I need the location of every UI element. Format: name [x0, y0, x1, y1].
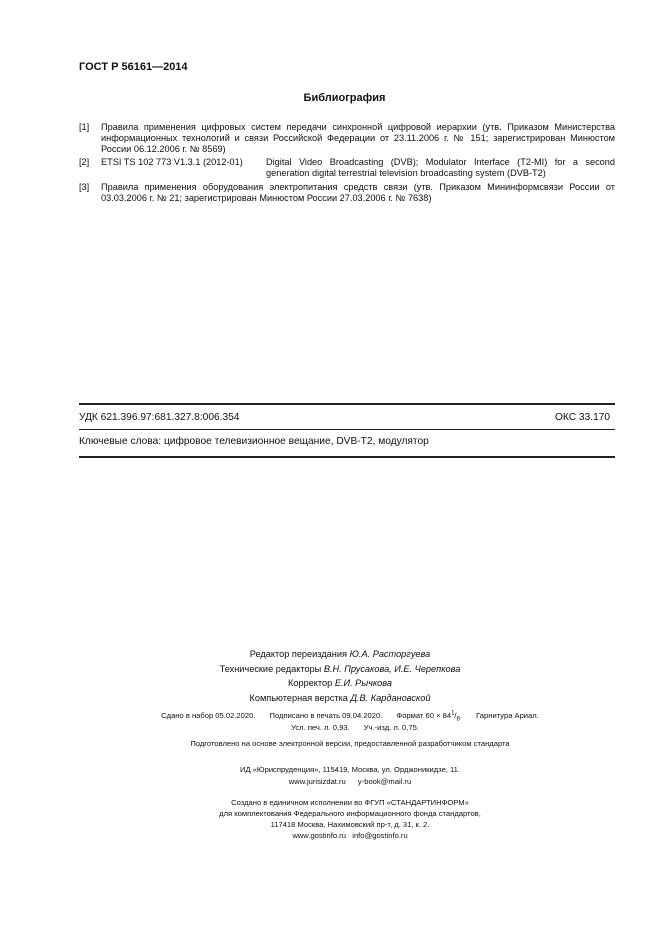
- bibliography-item-number: [3]: [79, 182, 90, 192]
- made-site: www.gostinfo.ru: [292, 831, 346, 840]
- prepared-note: Подготовлено на основе электронной версии, предоставленной разработчиком стандарта: [190, 739, 510, 748]
- divider-top: [79, 403, 615, 405]
- publisher-email: y-book@mail.ru: [357, 776, 412, 786]
- bibliography-item-text: Правила применения цифровых систем передачи синхронной цифровой иерархии (утв. Приказом Министерства информационных технологий и связи Российской Федерации от 23.11.2006 г. № 151; зарегистрирован Минюстом России 06.12.2006 г. № 8569): [101, 122, 615, 155]
- paper-format: Формат $60 \times 84^1/_8$.: [396, 710, 462, 723]
- bibliography-title: Библиография: [303, 92, 386, 104]
- bibliography-item-2: [79, 157, 615, 179]
- submitted-date: Сдано в набор 05.02.2020.: [161, 710, 256, 720]
- typeface: Гарнитура Ариал.: [476, 710, 539, 720]
- credit-tech-editors: Технические редакторы В.Н. Прусакова, И.Е. Черепкова: [219, 663, 461, 674]
- keywords: Ключевые слова: цифровое телевизионное вещание, DVB-T2, модулятор: [79, 436, 429, 447]
- credit-editor: Редактор переиздания Ю.А. Расторгуева: [249, 649, 431, 659]
- bibliography-item-1: [79, 122, 615, 156]
- made-block: [150, 797, 550, 841]
- publisher-address: ИД «Юриспруденция», 115419, Москва, ул. Орджоникидзе, 11.: [239, 765, 461, 774]
- printing-info-line1: [100, 710, 600, 722]
- made-line1: Создано в единичном исполнении во ФГУП «СТАНДАРТИНФОРМ»: [231, 798, 469, 807]
- signed-date: Подписано в печать 09.04.2020.: [269, 710, 383, 720]
- credit-layout: Компьютерная верстка Д.В. Кардановской: [249, 692, 431, 703]
- made-contacts: [150, 830, 550, 841]
- bibliography-item-number: [2]: [79, 157, 90, 167]
- credit-corrector: Корректор Е.И. Рычкова: [288, 678, 392, 688]
- publisher-contacts: [150, 776, 550, 788]
- divider-middle: [79, 429, 615, 430]
- bibliography-item-number: [1]: [79, 122, 90, 132]
- credits-block: [180, 647, 500, 705]
- made-email: info@gostinfo.ru: [352, 831, 408, 840]
- printed-sheets: Усл. печ. л. 0,93.: [291, 723, 350, 732]
- bibliography-item-text: Digital Video Broadcasting (DVB); Modulator Interface (T2-MI) for a second generation digital terrestrial television broadcasting system (DVB-T2): [266, 157, 615, 179]
- divider-bottom: [79, 456, 615, 458]
- publisher-sheets: Уч.-изд. л. 0,75.: [363, 723, 419, 732]
- bibliography-item-code: ETSI TS 102 773 V1.3.1 (2012-01): [101, 157, 243, 167]
- bibliography-item-3: [79, 182, 615, 204]
- made-line3: 117418 Москва, Нахимовский пр-т, д. 31, к. 2.: [270, 820, 430, 829]
- udk-code: УДК 621.396.97:681.327.8:006.354: [79, 412, 240, 423]
- oks-code: ОКС 33.170: [555, 412, 611, 423]
- made-line2: для комплектования Федерального информационного фонда стандартов,: [219, 809, 481, 818]
- standard-header: ГОСТ Р 56161—2014: [79, 61, 188, 73]
- printing-info-line2: [100, 723, 600, 732]
- publisher-site: www.jurisizdat.ru: [288, 776, 346, 786]
- bibliography-item-text: Правила применения оборудования электропитания средств связи (утв. Приказом Мининформсвязи России от 03.03.2006 г. № 21; зарегистрирован Минюстом России 27.03.2006 г. № 7638): [101, 182, 615, 204]
- publisher-block: [150, 764, 550, 787]
